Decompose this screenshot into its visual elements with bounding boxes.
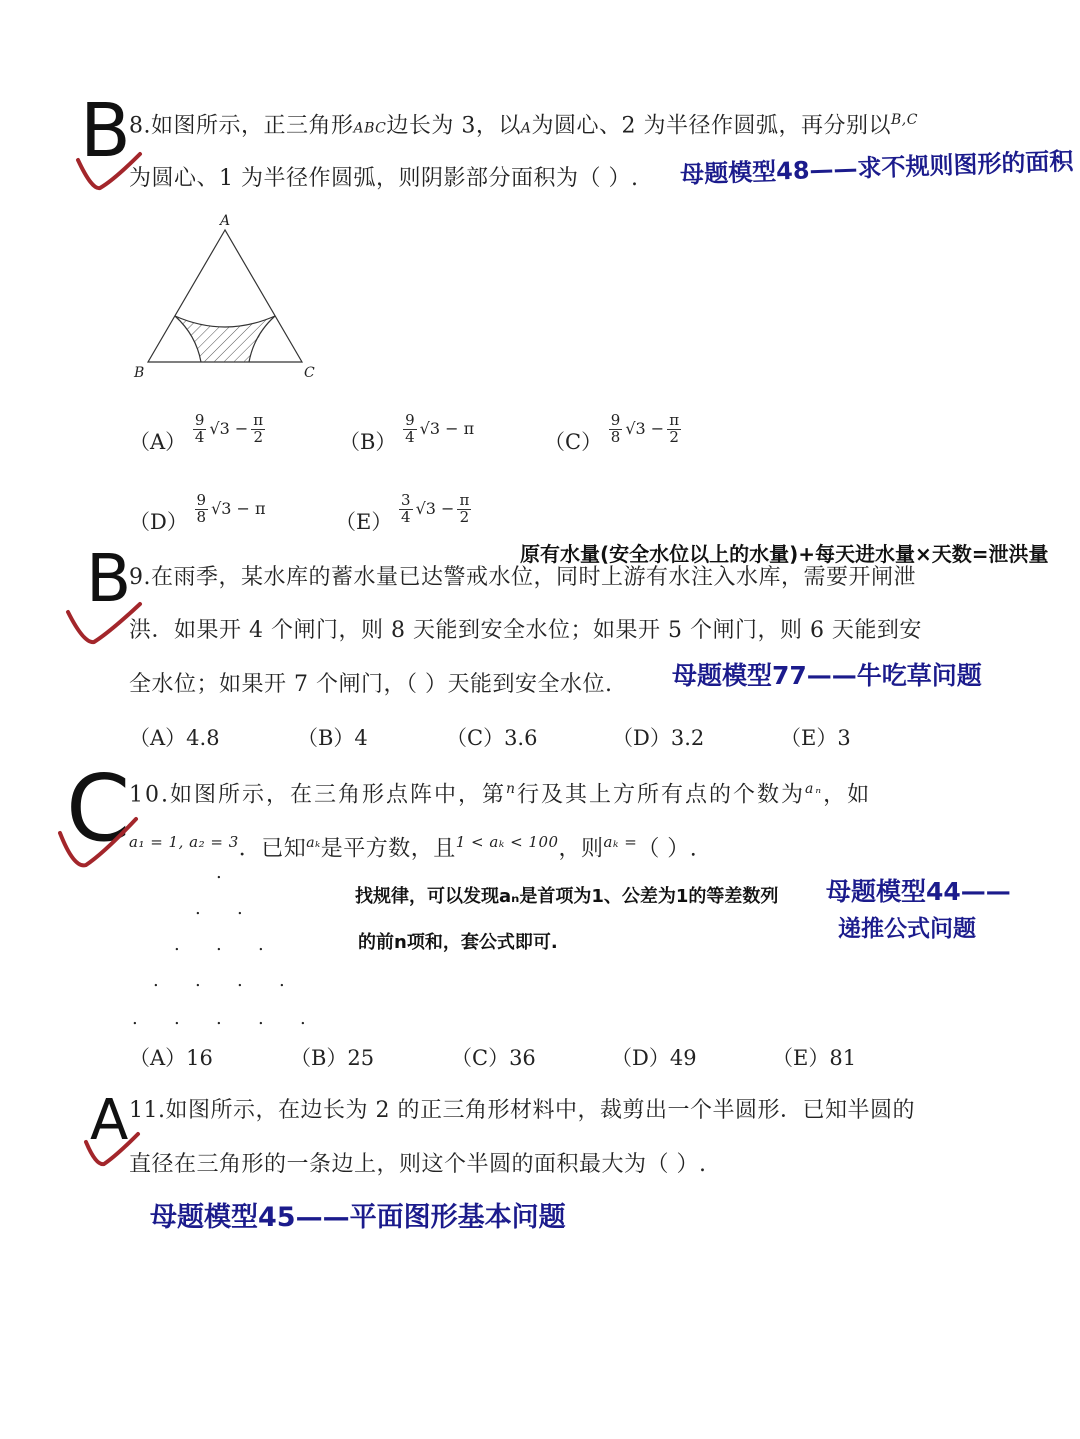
answer-letter-q11: A [90, 1088, 129, 1153]
answer-letter-q8: B [80, 88, 131, 174]
q9-handwritten-note: 母题模型77——牛吃草问题 [672, 661, 982, 690]
q8-label-c: C [304, 365, 315, 381]
q10-option-c: （C）36 [451, 1046, 536, 1070]
q10-option-e: （E）81 [772, 1046, 857, 1070]
q9-line1: 9.在雨季，某水库的蓄水量已达警戒水位，同时上游有水注入水库，需要开闸泄 [129, 565, 916, 590]
q8-line1: 8.如图所示，正三角形ABC边长为 3，以A为圆心、2 为半径作圆弧，再分别以$^{B,C}$ [129, 112, 918, 139]
q8-label-a: A [220, 213, 231, 229]
q9-line2: 洪．如果开 4 个闸门，则 8 天能到安全水位；如果开 5 个闸门，则 6 天能到安 [129, 618, 922, 643]
q10-handwritten-model-1: 母题模型44—— [826, 877, 1011, 906]
dot: . [195, 898, 201, 919]
q8-option-a: （A） $\frac{9}{4}$ √3 − $\frac{\pi}{2}$ [129, 411, 264, 454]
q8-option-d: （D） $\frac{9}{8}$ √3 − π [129, 491, 266, 534]
q8-triangle-figure [128, 210, 328, 385]
q10-handwritten-note-line2: 的前n项和，套公式即可. [358, 932, 558, 953]
dot: . [237, 898, 243, 919]
q9-option-b: （B）4 [297, 726, 368, 750]
answer-letter-q9: B [86, 540, 132, 617]
q8-option-c: （C） $\frac{9}{8}$ √3 − $\frac{\pi}{2}$ [544, 411, 680, 454]
q10-handwritten-note-line1: 找规律，可以发现aₙ是首项为1、公差为1的等差数列 [355, 886, 779, 907]
dot: . [279, 970, 285, 991]
dot: . [195, 970, 201, 991]
q10-option-d: （D）49 [611, 1046, 697, 1070]
dot: . [258, 934, 264, 955]
q11-line2: 直径在三角形的一条边上，则这个半圆的面积最大为（ ）. [129, 1152, 707, 1177]
q9-option-d: （D）3.2 [612, 726, 705, 750]
q8-option-b: （B） $\frac{9}{4}$ √3 − π [339, 411, 475, 454]
dot: . [174, 1008, 180, 1029]
dot: . [216, 934, 222, 955]
q10-option-a: （A）16 [129, 1046, 213, 1070]
q8-label-b: B [134, 365, 145, 381]
q9-line3: 全水位；如果开 7 个闸门，（ ）天能到安全水位. [129, 672, 613, 697]
q8-option-e: （E） $\frac{3}{4}$ √3 − $\frac{\pi}{2}$ [335, 491, 470, 534]
q9-option-c: （C）3.6 [446, 726, 538, 750]
q10-line2: $^{a_1 = 1, a_2 = 3}$．已知$^{a_k}$是平方数，且$^{1 < a_k < 100}$，则$^{a_k =}$（ ）. [129, 833, 698, 862]
q10-handwritten-model-2: 递推公式问题 [838, 916, 976, 942]
dot: . [258, 1008, 264, 1029]
dot: . [174, 934, 180, 955]
dot: . [216, 862, 222, 883]
q11-handwritten-note: 母题模型45——平面图形基本问题 [150, 1202, 566, 1233]
dot: . [300, 1008, 306, 1029]
q8-line2: 为圆心、1 为半径作圆弧，则阴影部分面积为（ ）. [129, 166, 639, 191]
q11-line1: 11.如图所示，在边长为 2 的正三角形材料中，裁剪出一个半圆形．已知半圆的 [129, 1098, 915, 1123]
dot: . [216, 1008, 222, 1029]
dot: . [153, 970, 159, 991]
dot: . [237, 970, 243, 991]
q9-option-e: （E）3 [780, 726, 851, 750]
q9-option-a: （A）4.8 [129, 726, 220, 750]
answer-letter-q10: C [66, 755, 131, 862]
q9-handwritten-formula: 原有水量(安全水位以上的水量)+每天进水量×天数=泄洪量 [520, 542, 1049, 566]
dot: . [132, 1008, 138, 1029]
q10-line1: 10.如图所示，在三角形点阵中，第$^n$行及其上方所有点的个数为$^{a_n}$，如 [129, 781, 872, 808]
q10-option-b: （B）25 [290, 1046, 375, 1070]
q8-handwritten-note: 母题模型48——求不规则图形的面积 [679, 147, 1074, 189]
